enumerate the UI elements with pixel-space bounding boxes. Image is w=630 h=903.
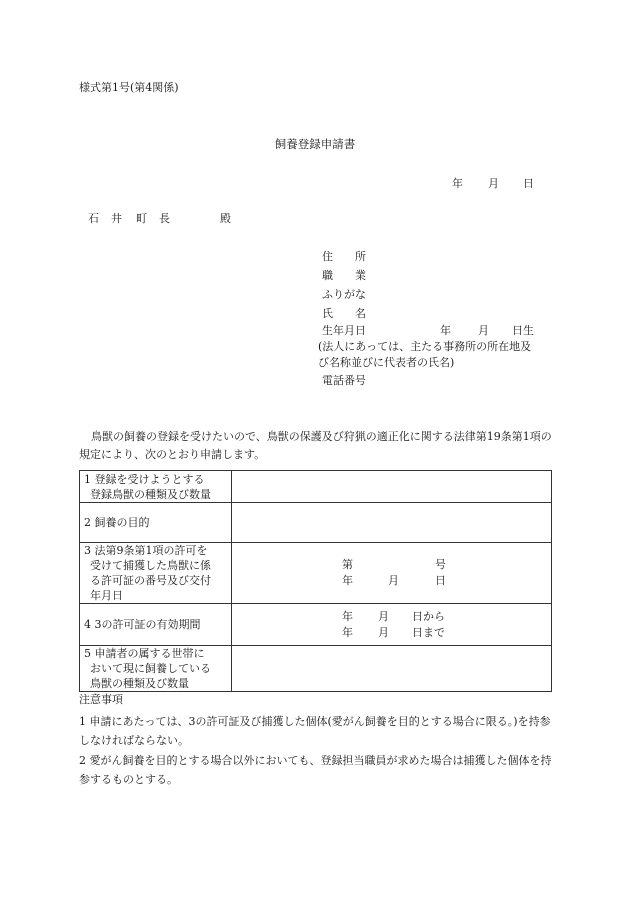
corporate-note-line-1: (法人にあっては、主たる事務所の所在地及 bbox=[318, 340, 532, 353]
label-line: る許可証の番号及び交付 bbox=[90, 574, 211, 587]
valid-to-day: 日まで bbox=[412, 626, 445, 639]
label-line: 鳥獣の種類及び数量 bbox=[90, 677, 189, 690]
species-quantity-field[interactable] bbox=[232, 471, 552, 503]
date-day: 日 bbox=[523, 177, 534, 190]
date-month: 月 bbox=[488, 177, 499, 190]
validity-period-label bbox=[80, 604, 232, 646]
label-line: 2 飼養の目的 bbox=[84, 516, 150, 529]
permit-issue-year: 年 bbox=[342, 574, 353, 587]
valid-to-year: 年 bbox=[342, 626, 353, 639]
address-label-2: 所 bbox=[355, 250, 366, 263]
permit-no-suffix: 号 bbox=[435, 558, 446, 571]
label-line: 登録鳥獣の種類及び数量 bbox=[90, 487, 211, 501]
permit-number-label bbox=[80, 543, 232, 604]
phone-label: 電話番号 bbox=[322, 374, 366, 387]
birth-month: 月 bbox=[478, 324, 489, 337]
purpose-label bbox=[80, 503, 232, 543]
permit-issue-day: 日 bbox=[435, 574, 446, 587]
label-line: 1 登録を受けようとする bbox=[84, 472, 205, 486]
name-label-2: 名 bbox=[355, 307, 366, 320]
addressee-honorific: 殿 bbox=[220, 212, 231, 225]
addressee-char-4: 長 bbox=[159, 212, 170, 225]
name-label-1: 氏 bbox=[322, 307, 333, 320]
permit-no-prefix: 第 bbox=[342, 558, 353, 571]
addressee-char-1: 石 bbox=[88, 212, 99, 225]
permit-issue-month: 月 bbox=[388, 574, 399, 587]
label-line: おいて現に飼養している bbox=[90, 662, 211, 675]
notes-title: 注意事項 bbox=[79, 693, 123, 706]
addressee-char-3: 町 bbox=[136, 212, 147, 225]
address-label-1: 住 bbox=[322, 250, 333, 263]
application-statement: 鳥獣の飼養の登録を受けたいので、鳥獣の保護及び狩猟の適正化に関する法律第19条第1項の規定により、次のとおり申請します。 bbox=[79, 430, 552, 461]
label-line: 3 法第9条第1項の許可を bbox=[84, 544, 208, 557]
species-quantity-label bbox=[80, 471, 232, 503]
valid-from-month: 月 bbox=[378, 610, 389, 623]
birthdate-label: 生年月日 bbox=[322, 324, 366, 337]
form-number: 様式第1号(第4関係) bbox=[79, 81, 179, 94]
date-year: 年 bbox=[452, 177, 463, 190]
occupation-label-1: 職 bbox=[322, 269, 333, 282]
table-row-permit-number bbox=[80, 543, 552, 604]
birth-suffix: 日生 bbox=[512, 324, 534, 337]
household-animals-label bbox=[80, 646, 232, 692]
household-animals-field[interactable] bbox=[232, 646, 552, 692]
label-line: 5 申請者の属する世帯に bbox=[84, 647, 205, 660]
label-line: 4 3の許可証の有効期間 bbox=[84, 618, 201, 631]
valid-from-day: 日から bbox=[412, 610, 445, 623]
table-row-validity-period bbox=[80, 604, 552, 646]
note-1: 1 申請にあたっては、3の許可証及び捕獲した個体(愛がん飼養を目的とする場合に限る。)を持参しなければならない。 bbox=[79, 715, 551, 747]
furigana-label: ふりがな bbox=[322, 288, 366, 301]
table-row-purpose bbox=[80, 503, 552, 543]
purpose-field[interactable] bbox=[232, 503, 552, 543]
label-line: 受けて捕獲した鳥獣に係 bbox=[90, 559, 211, 572]
addressee-char-2: 井 bbox=[111, 212, 122, 225]
occupation-label-2: 業 bbox=[355, 269, 366, 282]
table-row-household-animals bbox=[80, 646, 552, 692]
note-2: 2 愛がん飼養を目的とする場合以外においても、登録担当職員が求めた場合は捕獲した個体を持参するものとする。 bbox=[79, 754, 552, 786]
validity-period-field[interactable] bbox=[232, 604, 552, 646]
valid-to-month: 月 bbox=[378, 626, 389, 639]
label-line: 年月日 bbox=[90, 589, 123, 602]
permit-number-field[interactable] bbox=[232, 543, 552, 604]
table-row-species-quantity bbox=[80, 471, 552, 503]
document-title: 飼養登録申請書 bbox=[274, 137, 356, 151]
application-table bbox=[79, 470, 552, 692]
birth-year: 年 bbox=[440, 324, 451, 337]
corporate-note-line-2: び名称並びに代表者の氏名) bbox=[318, 356, 455, 369]
valid-from-year: 年 bbox=[342, 610, 353, 623]
